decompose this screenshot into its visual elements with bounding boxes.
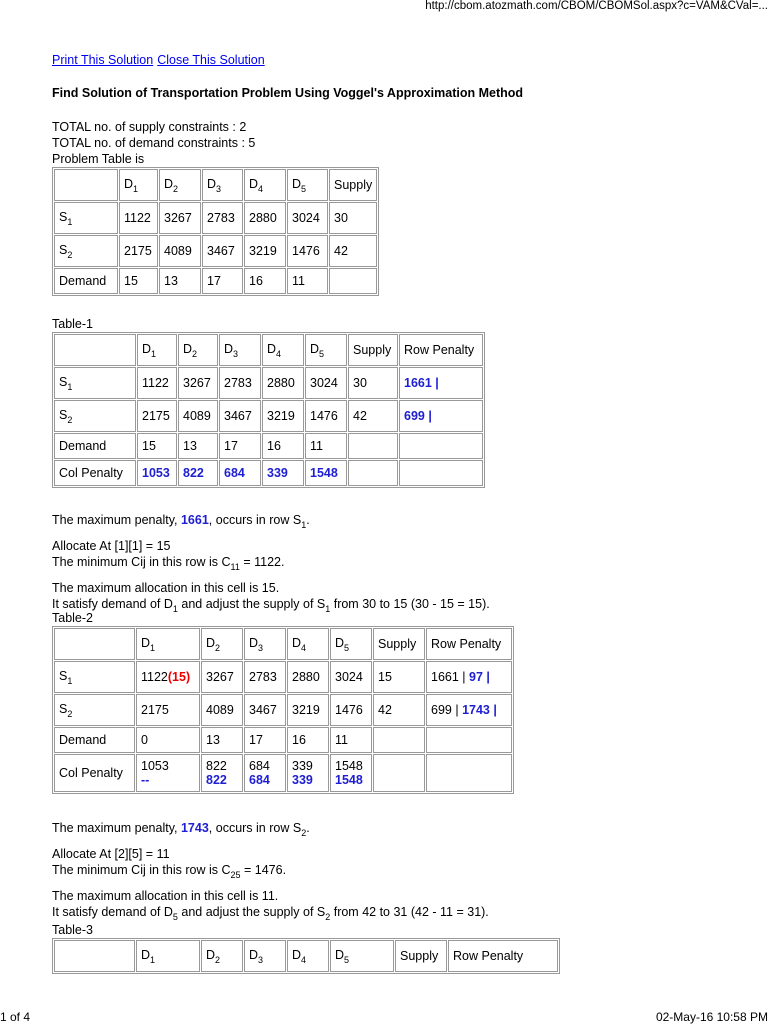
col-header-supply: Supply [395, 940, 447, 972]
table-1 [52, 332, 485, 488]
print-datetime: 02-May-16 10:58 PM [655, 1010, 768, 1024]
col-penalty-cell: 822 [178, 460, 218, 486]
col-header-d4: $D_4$ [287, 940, 329, 972]
row-penalty-cell: 699 | 1743 | [426, 694, 512, 726]
col-header-d4: $D_4$ [244, 169, 286, 201]
cell: 4089 [201, 694, 243, 726]
empty-cell [373, 727, 425, 753]
empty-cell [348, 460, 398, 486]
step1-adjust: It satisfy demand of $D_1$ and adjust the supply of $S_1$ from 30 to 15 (30 - 15 = 15). [52, 597, 490, 614]
row-header-s1: $S_1$ [54, 202, 118, 234]
empty-cell [399, 433, 483, 459]
empty-cell [399, 460, 483, 486]
col-header-d2: $D_2$ [201, 628, 243, 660]
col-header-d3: $D_3$ [202, 169, 243, 201]
table-2 [52, 626, 514, 794]
col-header-d2: $D_2$ [159, 169, 201, 201]
demand-cell: 11 [330, 727, 372, 753]
table3-caption: Table-3 [52, 923, 93, 937]
row-header-s2: $S_2$ [54, 400, 136, 432]
cell: 1476 [330, 694, 372, 726]
col-header-d5: $D_5$ [330, 940, 394, 972]
supply-cell: 42 [329, 235, 377, 267]
cell: 1122 [137, 367, 177, 399]
demand-cell: 17 [244, 727, 286, 753]
row-header-s2: $S_2$ [54, 694, 135, 726]
page-url: http://cbom.atozmath.com/CBOM/CBOMSol.aspx?c=VAM&CVal=... [425, 0, 768, 12]
cell: 2175 [136, 694, 200, 726]
empty-cell [329, 268, 377, 294]
col-header-row-penalty: Row Penalty [448, 940, 558, 972]
col-header-d5: $D_5$ [287, 169, 328, 201]
cell: 3467 [202, 235, 243, 267]
demand-cell: 16 [287, 727, 329, 753]
row-penalty-cell: 1661 | 97 | [426, 661, 512, 693]
col-penalty-label: Col Penalty [54, 460, 136, 486]
cell: 2783 [219, 367, 261, 399]
cell: 3219 [244, 235, 286, 267]
demand-cell: 17 [202, 268, 243, 294]
cell: 2783 [202, 202, 243, 234]
cell: 3024 [287, 202, 328, 234]
corner-cell [54, 628, 135, 660]
col-penalty-cell: 1053 [137, 460, 177, 486]
step2-adjust: It satisfy demand of $D_5$ and adjust the supply of $S_2$ from 42 to 31 (42 - 11 = 31). [52, 905, 489, 922]
problem-table-label: Problem Table is [52, 152, 145, 166]
demand-label: Demand [54, 433, 136, 459]
demand-cell: 16 [262, 433, 304, 459]
demand-cell: 15 [137, 433, 177, 459]
cell: 3267 [201, 661, 243, 693]
col-header-d5: $D_5$ [330, 628, 372, 660]
supply-cell: 30 [348, 367, 398, 399]
cell: 2175 [119, 235, 158, 267]
step2-min-cij: The minimum Cij in this row is $C_{25} = 1476$. [52, 863, 287, 880]
cell: 3267 [178, 367, 218, 399]
empty-cell [426, 727, 512, 753]
supply-cell: 42 [348, 400, 398, 432]
cell: 2880 [244, 202, 286, 234]
allocated-cell: 1122(15) [136, 661, 200, 693]
col-penalty-cell: 684 684 [244, 754, 286, 792]
demand-label: Demand [54, 727, 135, 753]
col-header-d2: $D_2$ [201, 940, 243, 972]
col-penalty-cell: 1053 -- [136, 754, 200, 792]
table1-caption: Table-1 [52, 317, 93, 331]
cell: 1476 [287, 235, 328, 267]
col-penalty-cell: 822 822 [201, 754, 243, 792]
table-3 [52, 938, 560, 974]
empty-cell [373, 754, 425, 792]
supply-cell: 30 [329, 202, 377, 234]
corner-cell [54, 940, 135, 972]
step2-max-penalty: The maximum penalty, 1743, occurs in row $S_2$. [52, 821, 310, 838]
cell: 3219 [262, 400, 304, 432]
demand-cell: 13 [178, 433, 218, 459]
demand-cell: 13 [159, 268, 201, 294]
row-penalty-cell: 1661 | [399, 367, 483, 399]
cell: 2880 [287, 661, 329, 693]
col-header-d1: $D_1$ [119, 169, 158, 201]
col-header-d2: $D_2$ [178, 334, 218, 366]
step1-allocate: Allocate At [1][1] = 15 [52, 539, 171, 553]
col-penalty-cell: 1548 [305, 460, 347, 486]
action-links [52, 53, 269, 67]
cell: 3267 [159, 202, 201, 234]
table2-caption: Table-2 [52, 611, 93, 625]
page-title: Find Solution of Transportation Problem Using Voggel's Approximation Method [52, 86, 524, 100]
col-header-d3: $D_3$ [244, 628, 286, 660]
col-header-d1: $D_1$ [137, 334, 177, 366]
demand-cell: 13 [201, 727, 243, 753]
demand-cell: 0 [136, 727, 200, 753]
demand-cell: 11 [305, 433, 347, 459]
step1-min-cij: The minimum Cij in this row is $C_{11} = 1122$. [52, 555, 285, 572]
step1-max-penalty: The maximum penalty, 1661, occurs in row $S_1$. [52, 513, 310, 530]
col-header-row-penalty: Row Penalty [426, 628, 512, 660]
close-solution-link[interactable]: Close This Solution [157, 53, 265, 67]
col-header-supply: Supply [348, 334, 398, 366]
row-penalty-cell: 699 | [399, 400, 483, 432]
supply-cell: 15 [373, 661, 425, 693]
empty-cell [348, 433, 398, 459]
col-header-d5: $D_5$ [305, 334, 347, 366]
supply-constraints-text: TOTAL no. of supply constraints : 2 [52, 120, 247, 134]
cell: 1122 [119, 202, 158, 234]
col-penalty-cell: 339 [262, 460, 304, 486]
corner-cell [54, 169, 118, 201]
row-header-s1: $S_1$ [54, 661, 135, 693]
step1-max-allocation: The maximum allocation in this cell is 15. [52, 581, 280, 595]
col-header-d4: $D_4$ [262, 334, 304, 366]
cell: 4089 [159, 235, 201, 267]
col-header-supply: Supply [329, 169, 377, 201]
col-header-d4: $D_4$ [287, 628, 329, 660]
print-solution-link[interactable]: Print This Solution [52, 53, 154, 67]
col-header-d1: $D_1$ [136, 940, 200, 972]
col-header-supply: Supply [373, 628, 425, 660]
cell: 2880 [262, 367, 304, 399]
demand-constraints-text: TOTAL no. of demand constraints : 5 [52, 136, 256, 150]
row-header-s2: $S_2$ [54, 235, 118, 267]
step2-max-allocation: The maximum allocation in this cell is 11. [52, 889, 279, 903]
cell: 3467 [244, 694, 286, 726]
demand-cell: 16 [244, 268, 286, 294]
step1-text [52, 512, 490, 617]
row-header-s1: $S_1$ [54, 367, 136, 399]
demand-cell: 11 [287, 268, 328, 294]
corner-cell [54, 334, 136, 366]
col-header-d3: $D_3$ [244, 940, 286, 972]
cell: 1476 [305, 400, 347, 432]
page-number: 1 of 4 [0, 1010, 31, 1024]
step2-text [52, 820, 489, 925]
col-penalty-cell: 339 339 [287, 754, 329, 792]
cell: 3024 [305, 367, 347, 399]
cell: 3467 [219, 400, 261, 432]
empty-cell [426, 754, 512, 792]
col-header-d3: $D_3$ [219, 334, 261, 366]
demand-cell: 17 [219, 433, 261, 459]
cell: 3024 [330, 661, 372, 693]
col-header-row-penalty: Row Penalty [399, 334, 483, 366]
step2-allocate: Allocate At [2][5] = 11 [52, 847, 170, 861]
col-penalty-label: Col Penalty [54, 754, 135, 792]
col-header-d1: $D_1$ [136, 628, 200, 660]
demand-cell: 15 [119, 268, 158, 294]
cell: 2175 [137, 400, 177, 432]
problem-table [52, 167, 379, 296]
cell: 3219 [287, 694, 329, 726]
demand-label: Demand [54, 268, 118, 294]
cell: 4089 [178, 400, 218, 432]
supply-cell: 42 [373, 694, 425, 726]
col-penalty-cell: 684 [219, 460, 261, 486]
col-penalty-cell: 1548 1548 [330, 754, 372, 792]
cell: 2783 [244, 661, 286, 693]
intro-text [52, 119, 255, 167]
